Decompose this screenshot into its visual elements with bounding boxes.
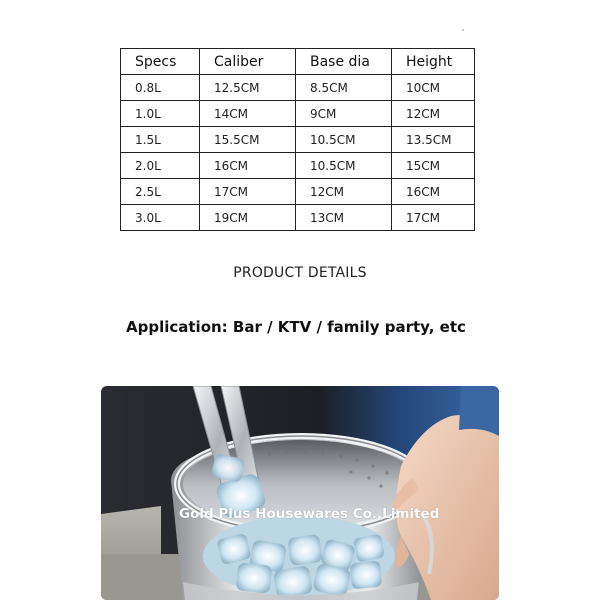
cell-caliber: 15.5CM (200, 127, 296, 153)
cell-base-dia: 10.5CM (296, 153, 392, 179)
table-row (121, 153, 475, 179)
cell-specs: 1.5L (121, 127, 200, 153)
cell-caliber: 16CM (200, 153, 296, 179)
watermark-text: Gold Plus Housewares Co.,Limited (179, 506, 440, 522)
header-base-dia: Base dia (296, 49, 392, 75)
cell-height: 12CM (392, 101, 475, 127)
table-row (121, 75, 475, 101)
cell-caliber: 19CM (200, 205, 296, 231)
table-row (121, 127, 475, 153)
header-specs: Specs (121, 49, 200, 75)
cell-base-dia: 10.5CM (296, 127, 392, 153)
cell-height: 16CM (392, 179, 475, 205)
cell-base-dia: 8.5CM (296, 75, 392, 101)
product-photo (101, 386, 499, 600)
cell-base-dia: 13CM (296, 205, 392, 231)
cell-specs: 1.0L (121, 101, 200, 127)
cell-height: 17CM (392, 205, 475, 231)
decorative-dot (462, 29, 464, 31)
cell-height: 13.5CM (392, 127, 475, 153)
spec-table-header-row (121, 49, 475, 75)
section-title: PRODUCT DETAILS (233, 265, 367, 281)
cell-height: 15CM (392, 153, 475, 179)
application-text: Application: Bar / KTV / family party, etc (126, 318, 466, 336)
cell-base-dia: 12CM (296, 179, 392, 205)
header-caliber: Caliber (200, 49, 296, 75)
cell-specs: 3.0L (121, 205, 200, 231)
cell-specs: 2.0L (121, 153, 200, 179)
ice-bucket-illustration (101, 386, 499, 600)
cell-base-dia: 9CM (296, 101, 392, 127)
cell-caliber: 14CM (200, 101, 296, 127)
cell-specs: 2.5L (121, 179, 200, 205)
cell-caliber: 17CM (200, 179, 296, 205)
header-height: Height (392, 49, 475, 75)
table-row (121, 205, 475, 231)
spec-table (120, 48, 475, 231)
cell-specs: 0.8L (121, 75, 200, 101)
cell-height: 10CM (392, 75, 475, 101)
cell-caliber: 12.5CM (200, 75, 296, 101)
table-row (121, 179, 475, 205)
table-row (121, 101, 475, 127)
